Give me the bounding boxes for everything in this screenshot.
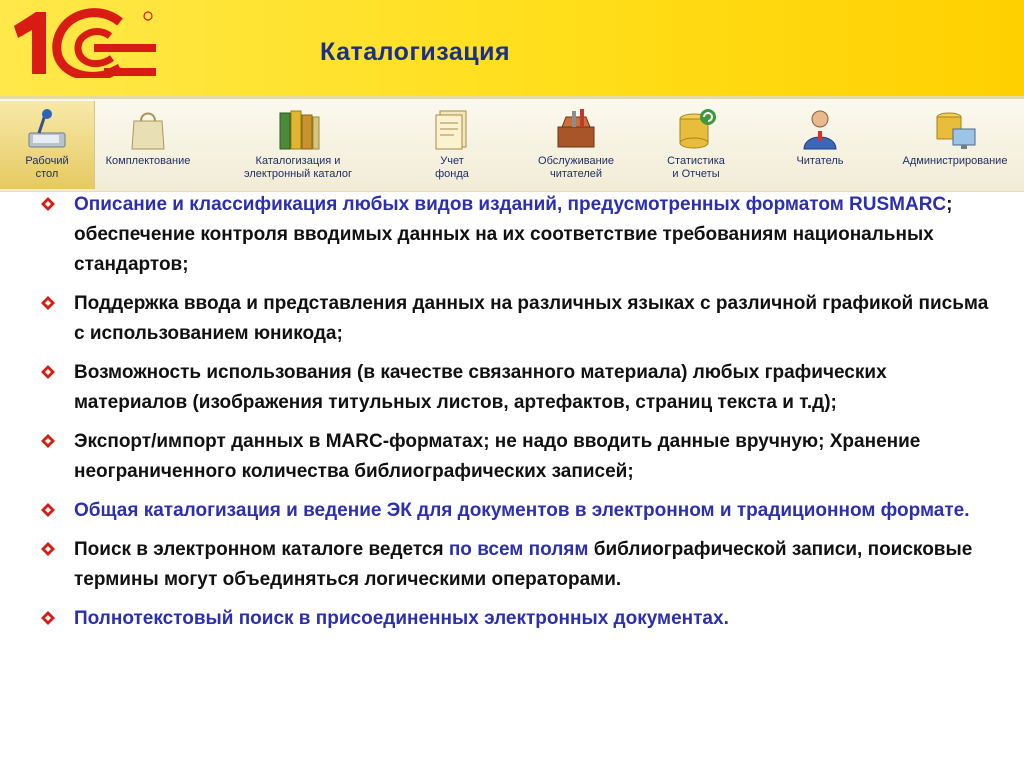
1c-logo [8,8,160,78]
feature-bullet [40,427,1000,487]
bullet-text-segment: Общая каталогизация и ведение ЭК для документов в электронном и традиционном формате. [74,500,970,521]
toolbar-label: Учет фонда [435,155,469,180]
desk-lamp-icon [23,105,71,153]
feature-bullet [40,535,1000,595]
bullet-text-segment: Полнотекстовый поиск в присоединенных электронных документах. [74,608,729,629]
diamond-bullet-icon [40,433,56,449]
toolbar-item-fund[interactable] [414,101,490,189]
feature-bullet [40,604,1000,634]
bullet-text-segment: ; обеспечение контроля вводимых данных на их соответствие требованиям национальных стандартов; [74,194,953,275]
diamond-bullet-icon [40,295,56,311]
toolbar-item-reader[interactable] [780,101,860,189]
bullet-text-segment: библиографической записи, поисковые термины могут объединяться логическими операторами. [74,539,973,590]
toolbar-item-desktop[interactable] [0,101,95,189]
toolbar-label: Комплектование [105,155,191,167]
toolbox-icon [552,105,600,153]
diamond-bullet-icon [40,541,56,557]
binders-icon [274,105,322,153]
feature-bullet [40,289,1000,349]
bullet-text-segment: Описание и классификация любых видов изданий, предусмотренных форматом RUSMARC [74,194,947,215]
bullet-text-segment: Поиск в электронном каталоге ведется [74,539,449,560]
bullet-text-segment: Поддержка ввода и представления данных на различных языках с различной графикой письма с использованием юникода; [74,293,989,344]
document-icon [428,105,476,153]
toolbar-item-statistics[interactable] [652,101,740,189]
feature-bullet [40,358,1000,418]
toolbar-label: Статистика и Отчеты [667,155,725,180]
feature-list [40,190,1000,643]
feature-bullet [40,190,1000,280]
toolbar-item-administration[interactable] [886,101,1024,189]
database-monitor-icon [931,105,979,153]
bullet-text-segment: по всем полям [448,539,589,560]
feature-bullet [40,496,1000,526]
toolbar-label: Обслуживание читателей [538,155,614,180]
diamond-bullet-icon [40,502,56,518]
module-toolbar [0,96,1024,192]
diamond-bullet-icon [40,364,56,380]
toolbar-label: Администрирование [902,155,1008,167]
page-title: Каталогизация [320,38,511,66]
bullet-text-segment: Экспорт/импорт данных в MARC-форматах; не надо вводить данные вручную; Хранение неограниченного количества библиографических записей; [74,431,921,482]
toolbar-label: Каталогизация и электронный каталог [243,155,352,180]
header-banner [0,0,1024,96]
person-icon [796,105,844,153]
toolbar-item-reader-service[interactable] [524,101,628,189]
bullet-text-segment: Возможность использования (в качестве связанного материала) любых графических материалов (изображения титульных листов, артефактов, страниц текста и т.д); [74,362,887,413]
toolbar-label: Рабочий стол [25,155,69,180]
toolbar-label: Читатель [796,155,844,167]
toolbar-item-acquisition[interactable] [100,101,196,189]
toolbar-item-cataloging[interactable] [238,101,358,189]
diamond-bullet-icon [40,196,56,212]
shopping-bag-icon [124,105,172,153]
database-sync-icon [672,105,720,153]
diamond-bullet-icon [40,610,56,626]
